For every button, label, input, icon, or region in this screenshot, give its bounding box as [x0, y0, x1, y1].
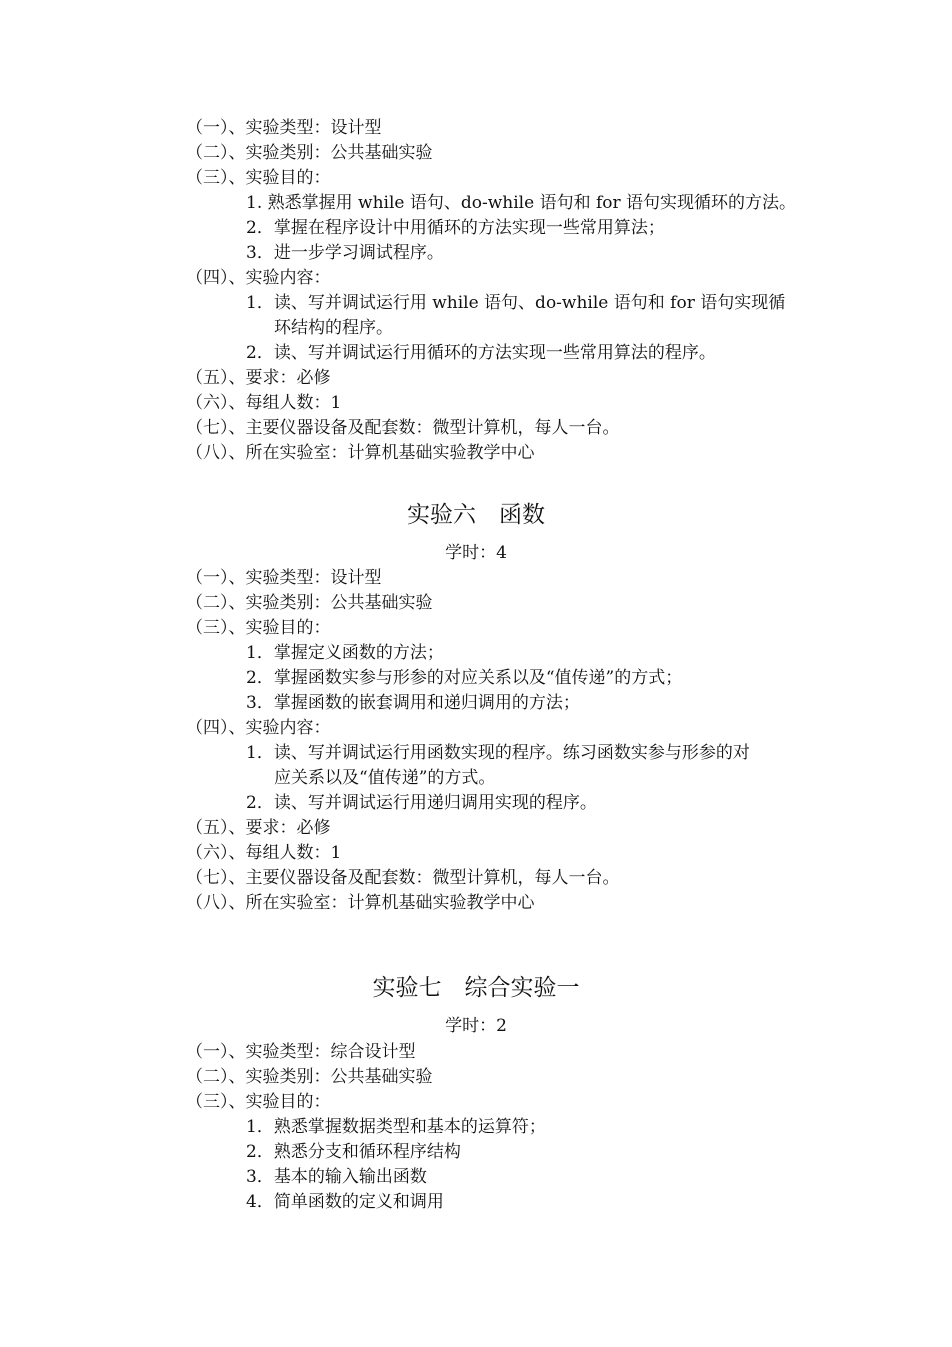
- section-title: 实验六 函数: [407, 502, 545, 528]
- experiment-category: （二）、实验类别：公共基础实验: [186, 593, 433, 613]
- equipment: （七）、主要仪器设备及配套数：微型计算机，每人一台。: [186, 418, 620, 438]
- purpose-item: 3．掌握函数的嵌套调用和递归调用的方法；: [246, 693, 580, 713]
- experiment-type: （一）、实验类型：综合设计型: [186, 1042, 416, 1062]
- content-heading: （四）、实验内容：: [186, 268, 331, 288]
- content-item: 1．读、写并调试运行用函数实现的程序。练习函数实参与形参的对: [246, 743, 750, 763]
- group-size: （六）、每组人数：1: [186, 393, 342, 413]
- purpose-item: 2．掌握在程序设计中用循环的方法实现一些常用算法；: [246, 218, 665, 238]
- experiment-category: （二）、实验类别：公共基础实验: [186, 1067, 433, 1087]
- purpose-heading: （三）、实验目的：: [186, 168, 331, 188]
- lab-location: （八）、所在实验室：计算机基础实验教学中心: [186, 443, 535, 463]
- purpose-item: 2．掌握函数实参与形参的对应关系以及“值传递”的方式；: [246, 668, 683, 688]
- group-size: （六）、每组人数：1: [186, 843, 342, 863]
- purpose-item: 1. 熟悉掌握用 while 语句、do-while 语句和 for 语句实现循环的方法。: [246, 193, 797, 213]
- lab-location: （八）、所在实验室：计算机基础实验教学中心: [186, 893, 535, 913]
- content-item: 2．读、写并调试运行用循环的方法实现一些常用算法的程序。: [246, 343, 716, 363]
- content-item-continuation: 环结构的程序。: [274, 318, 393, 338]
- purpose-item: 1．掌握定义函数的方法；: [246, 643, 444, 663]
- experiment-type: （一）、实验类型：设计型: [186, 118, 382, 138]
- content-item-continuation: 应关系以及“值传递”的方式。: [274, 768, 496, 788]
- purpose-item: 3．基本的输入输出函数: [246, 1167, 427, 1187]
- equipment: （七）、主要仪器设备及配套数：微型计算机，每人一台。: [186, 868, 620, 888]
- section-title: 实验七 综合实验一: [372, 975, 580, 1001]
- purpose-heading: （三）、实验目的：: [186, 618, 331, 638]
- requirement: （五）、要求：必修: [186, 368, 331, 388]
- content-item: 2．读、写并调试运行用递归调用实现的程序。: [246, 793, 597, 813]
- purpose-heading: （三）、实验目的：: [186, 1092, 331, 1112]
- purpose-item: 2．熟悉分支和循环程序结构: [246, 1142, 461, 1162]
- content-heading: （四）、实验内容：: [186, 718, 331, 738]
- purpose-item: 4．简单函数的定义和调用: [246, 1192, 444, 1212]
- purpose-item: 1．熟悉掌握数据类型和基本的运算符；: [246, 1117, 546, 1137]
- purpose-item: 3．进一步学习调试程序。: [246, 243, 444, 263]
- section-hours: 学时：4: [445, 543, 507, 563]
- requirement: （五）、要求：必修: [186, 818, 331, 838]
- experiment-category: （二）、实验类别：公共基础实验: [186, 143, 433, 163]
- content-item: 1．读、写并调试运行用 while 语句、do-while 语句和 for 语句实现循: [246, 293, 786, 313]
- section-hours: 学时：2: [445, 1016, 507, 1036]
- experiment-type: （一）、实验类型：设计型: [186, 568, 382, 588]
